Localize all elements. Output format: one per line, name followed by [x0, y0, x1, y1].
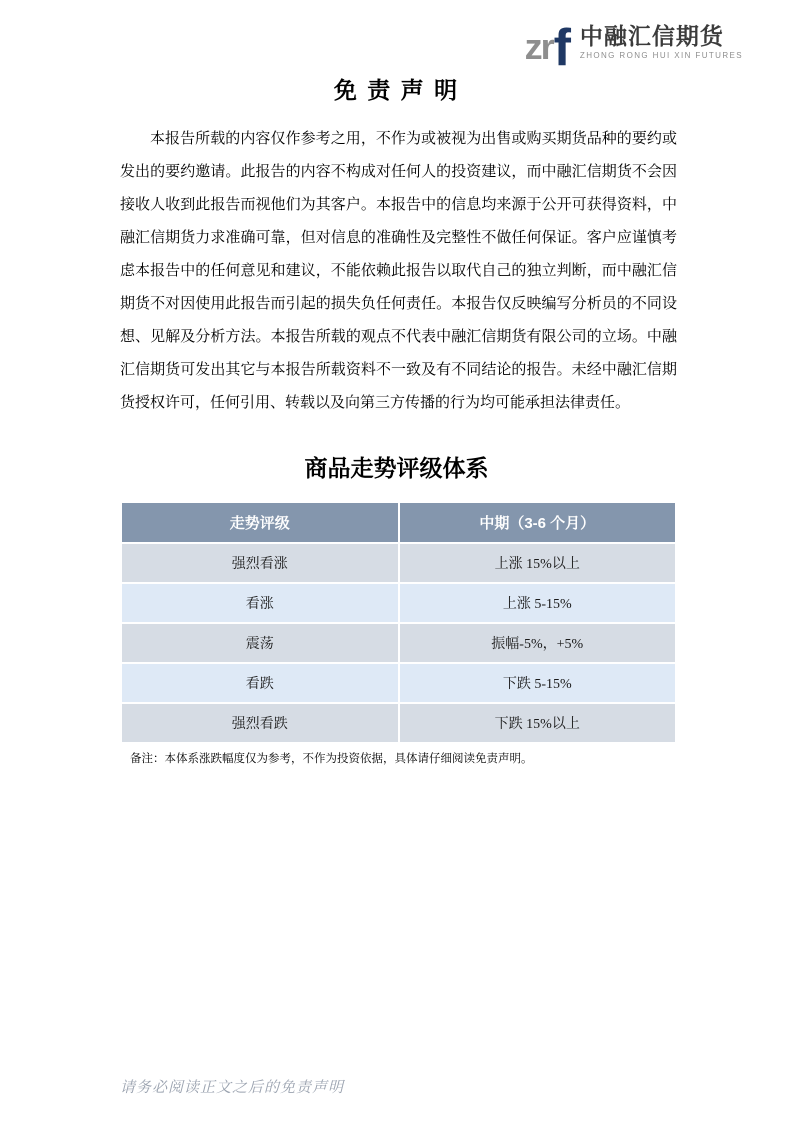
company-name-cn: 中融汇信期货 [579, 22, 724, 49]
table-row [121, 543, 676, 583]
table-row [121, 623, 676, 663]
logo-wordmark [580, 24, 743, 60]
column-header-rating: 走势评级 [121, 502, 399, 543]
rating-table-head [121, 502, 676, 543]
company-logo [524, 16, 743, 77]
rating-table [120, 501, 677, 744]
table-cell: 上涨 5-15% [399, 583, 677, 623]
rating-table-body [121, 543, 676, 743]
table-cell: 振幅-5%，+5% [399, 623, 677, 663]
table-cell: 看涨 [121, 583, 399, 623]
logo-letters-zr: zr [524, 26, 553, 67]
table-row [121, 583, 676, 623]
table-cell: 震荡 [121, 623, 399, 663]
table-cell: 强烈看跌 [121, 703, 399, 743]
table-row [121, 663, 676, 703]
table-cell: 上涨 15%以上 [399, 543, 677, 583]
table-cell: 强烈看涨 [121, 543, 399, 583]
table-note: 备注：本体系涨跌幅度仅为参考，不作为投资依据，具体请仔细阅读免责声明。 [130, 753, 533, 765]
rating-system-title: 商品走势评级体系 [304, 455, 489, 481]
column-header-midterm: 中期（3-6 个月） [399, 502, 677, 543]
logo-letter-f: f [553, 19, 571, 77]
page-footer-disclaimer: 请务必阅读正文之后的免责声明 [120, 1080, 345, 1096]
company-name-en: ZHONG RONG HUI XIN FUTURES [579, 51, 743, 61]
disclaimer-body-text: 本报告所载的内容仅作参考之用，不作为或被视为出售或购买期货品种的要约或发出的要约邀请。此报告的内容不构成对任何人的投资建议，而中融汇信期货不会因接收人收到此报告而视他们为其客户。本报告中的信息均来源于公开可获得资料，中融汇信期货力求准确可靠，但对信息的准确性及完整性不做任何保证。客户应谨慎考虑本报告中的任何意见和建议，不能依赖此报告以取代自己的独立判断，而中融汇信期货不对因使用此报告而引起的损失负任何责任。本报告仅反映编写分析员的不同设想、见解及分析方法。本报告所载的观点不代表中融汇信期货有限公司的立场。中融汇信期货可发出其它与本报告所载资料不一致及有不同结论的报告。未经中融汇信期货授权许可，任何引用、转载以及向第三方传播的行为均可能承担法律责任。 [120, 131, 677, 411]
table-cell: 下跌 5-15% [399, 663, 677, 703]
table-header-row [121, 502, 676, 543]
zrf-logo-icon [524, 16, 571, 77]
table-cell: 下跌 15%以上 [399, 703, 677, 743]
table-row [121, 703, 676, 743]
table-cell: 看跌 [121, 663, 399, 703]
disclaimer-title: 免 责 声 明 [333, 77, 460, 103]
